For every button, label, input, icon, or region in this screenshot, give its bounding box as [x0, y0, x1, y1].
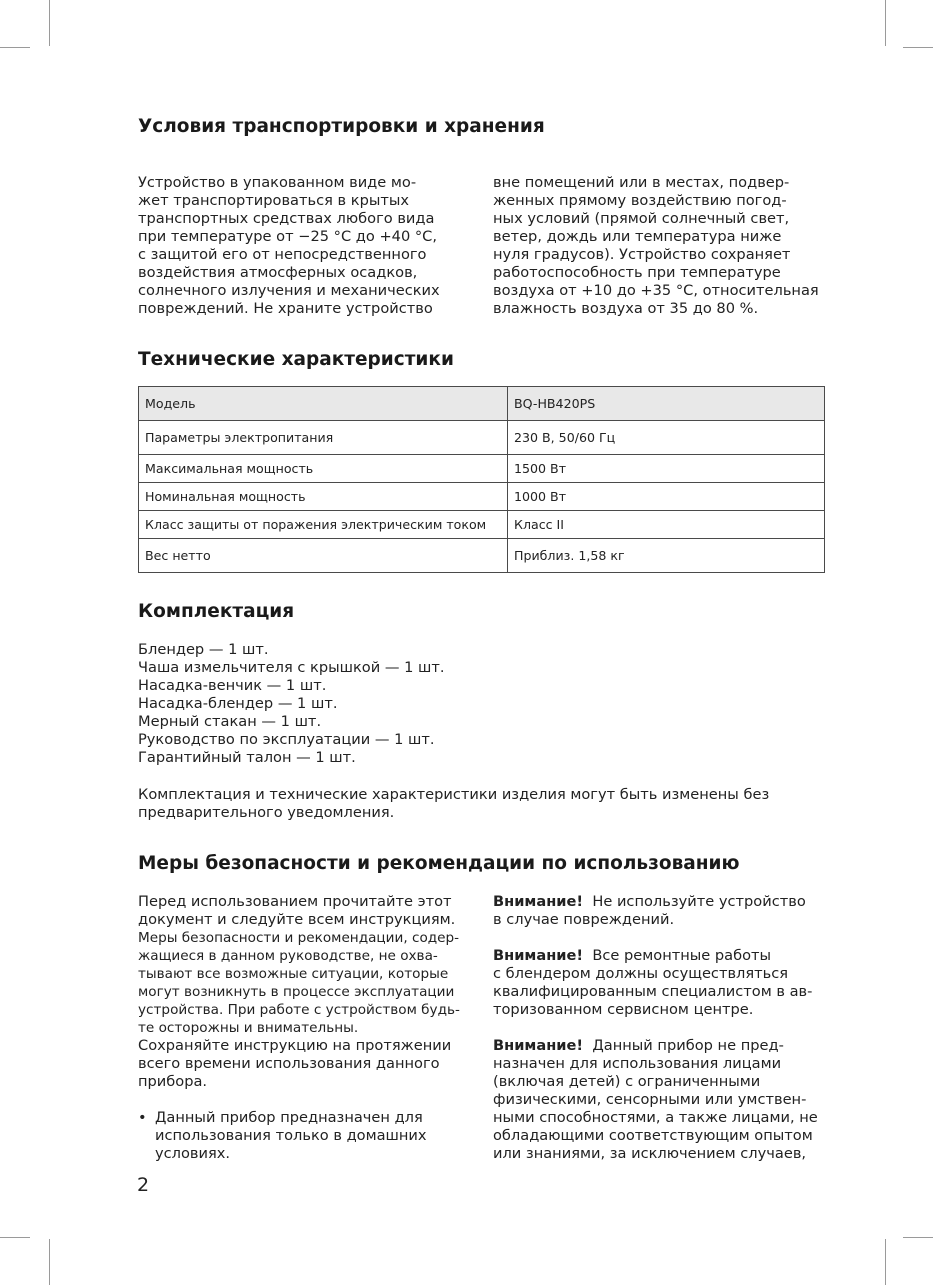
- crop-mark: [0, 47, 30, 48]
- crop-mark: [885, 0, 886, 46]
- list-item: Гарантийный талон — 1 шт.: [138, 749, 356, 766]
- crop-mark: [885, 1239, 886, 1285]
- text-line: те осторожны и внимательны.: [138, 1020, 359, 1036]
- text-line: с блендером должны осуществляться: [493, 965, 789, 982]
- text-line: квалифицированным специалистом в ав-: [493, 983, 813, 1000]
- transport-left-column: [138, 174, 478, 318]
- warning-line: [493, 947, 833, 965]
- list-item: Насадка-венчик — 1 шт.: [138, 677, 327, 694]
- kit-note: [138, 786, 818, 822]
- table-cell: Класс II: [508, 511, 825, 539]
- table-cell: BQ-HB420PS: [508, 387, 825, 421]
- text-line: жащиеся в данном руководстве, не охва-: [138, 948, 438, 964]
- crop-mark: [903, 47, 933, 48]
- text-line: солнечного излучения и механических: [138, 282, 440, 299]
- text-line: предварительного уведомления.: [138, 804, 395, 821]
- text-line: воздействия атмосферных осадков,: [138, 264, 418, 281]
- text-line: при температуре от −25 °C до +40 °C,: [138, 228, 438, 245]
- text-line: торизованном сервисном центре.: [493, 1001, 754, 1018]
- table-cell: 1000 Вт: [508, 483, 825, 511]
- list-item: Мерный стакан — 1 шт.: [138, 713, 322, 730]
- text-line: Комплектация и технические характеристики изделия могут быть изменены без: [138, 786, 770, 803]
- text-line: прибора.: [138, 1073, 208, 1090]
- list-item: Блендер — 1 шт.: [138, 641, 269, 658]
- safety-right-column: [493, 893, 833, 1163]
- text-line: использования только в домашних: [155, 1127, 427, 1144]
- kit-heading: Комплектация: [138, 601, 295, 622]
- crop-mark: [49, 1239, 50, 1285]
- text-line: условиях.: [155, 1145, 231, 1162]
- list-item: Насадка-блендер — 1 шт.: [138, 695, 338, 712]
- warning-label: Внимание!: [493, 893, 584, 910]
- text-line: назначен для использования лицами: [493, 1055, 782, 1072]
- list-item: Руководство по эксплуатации — 1 шт.: [138, 731, 435, 748]
- transport-right-column: [493, 174, 833, 318]
- text-line: Данный прибор предназначен для: [155, 1109, 423, 1126]
- text-line: всего времени использования данного: [138, 1055, 440, 1072]
- warning-label: Внимание!: [493, 947, 584, 964]
- text-line: влажность воздуха от 35 до 80 %.: [493, 300, 759, 317]
- text-line: устройства. При работе с устройством будь-: [138, 1002, 460, 1018]
- text-line: обладающими соответствующим опытом: [493, 1127, 813, 1144]
- list-item: Чаша измельчителя с крышкой — 1 шт.: [138, 659, 445, 676]
- table-cell: Номинальная мощность: [139, 483, 508, 511]
- text-line: Меры безопасности и рекомендации, содер-: [138, 930, 460, 946]
- text-line: Данный прибор не пред-: [592, 1037, 784, 1054]
- table-row: [139, 483, 825, 511]
- text-line: работоспособность при температуре: [493, 264, 781, 281]
- text-line: Устройство в упакованном виде мо-: [138, 174, 417, 191]
- table-row: [139, 455, 825, 483]
- text-line: физическими, сенсорными или умствен-: [493, 1091, 807, 1108]
- table-cell: Параметры электропитания: [139, 421, 508, 455]
- table-row: [139, 421, 825, 455]
- text-line: Все ремонтные работы: [592, 947, 772, 964]
- text-line: с защитой его от непосредственного: [138, 246, 427, 263]
- table-cell: Максимальная мощность: [139, 455, 508, 483]
- text-line: нуля градусов). Устройство сохраняет: [493, 246, 791, 263]
- text-line: ветер, дождь или температура ниже: [493, 228, 782, 245]
- crop-mark: [0, 1237, 30, 1238]
- text-line: жет транспортироваться в крытых: [138, 192, 410, 209]
- safety-left-column: [138, 893, 478, 1163]
- text-line: в случае повреждений.: [493, 911, 675, 928]
- text-line: или знаниями, за исключением случаев,: [493, 1145, 807, 1162]
- table-cell: Вес нетто: [139, 539, 508, 573]
- text-line: Перед использованием прочитайте этот: [138, 893, 452, 910]
- page-number: 2: [137, 1174, 150, 1196]
- text-line: вне помещений или в местах, подвер-: [493, 174, 790, 191]
- text-line: транспортных средствах любого вида: [138, 210, 435, 227]
- text-line: Сохраняйте инструкцию на протяжении: [138, 1037, 452, 1054]
- table-cell: Модель: [139, 387, 508, 421]
- crop-mark: [49, 0, 50, 46]
- transport-heading: Условия транспортировки и хранения: [138, 116, 545, 137]
- text-line: могут возникнуть в процессе эксплуатации: [138, 984, 455, 1000]
- bullet-item: [138, 1109, 478, 1163]
- text-line: ными способностями, а также лицами, не: [493, 1109, 818, 1126]
- bullet-marker: •: [138, 1109, 147, 1126]
- kit-list: [138, 641, 445, 767]
- specs-heading: Технические характеристики: [138, 349, 454, 370]
- text-line: воздуха от +10 до +35 °C, относительная: [493, 282, 819, 299]
- warning-line: [493, 893, 833, 911]
- safety-heading: Меры безопасности и рекомендации по использованию: [138, 853, 740, 874]
- text-line: (включая детей) с ограниченными: [493, 1073, 761, 1090]
- table-cell: 1500 Вт: [508, 455, 825, 483]
- text-line: документ и следуйте всем инструкциям.: [138, 911, 456, 928]
- table-row: [139, 539, 825, 573]
- crop-mark: [903, 1237, 933, 1238]
- warning-line: [493, 1037, 833, 1055]
- text-line: тывают все возможные ситуации, которые: [138, 966, 449, 982]
- text-line: женных прямому воздействию погод-: [493, 192, 787, 209]
- specs-table: [138, 386, 825, 573]
- text-line: повреждений. Не храните устройство: [138, 300, 433, 317]
- table-row: [139, 511, 825, 539]
- table-row: [139, 387, 825, 421]
- warning-label: Внимание!: [493, 1037, 584, 1054]
- table-cell: Класс защиты от поражения электрическим током: [139, 511, 508, 539]
- text-line: Не используйте устройство: [592, 893, 806, 910]
- table-cell: 230 В, 50/60 Гц: [508, 421, 825, 455]
- text-line: ных условий (прямой солнечный свет,: [493, 210, 790, 227]
- table-cell: Приблиз. 1,58 кг: [508, 539, 825, 573]
